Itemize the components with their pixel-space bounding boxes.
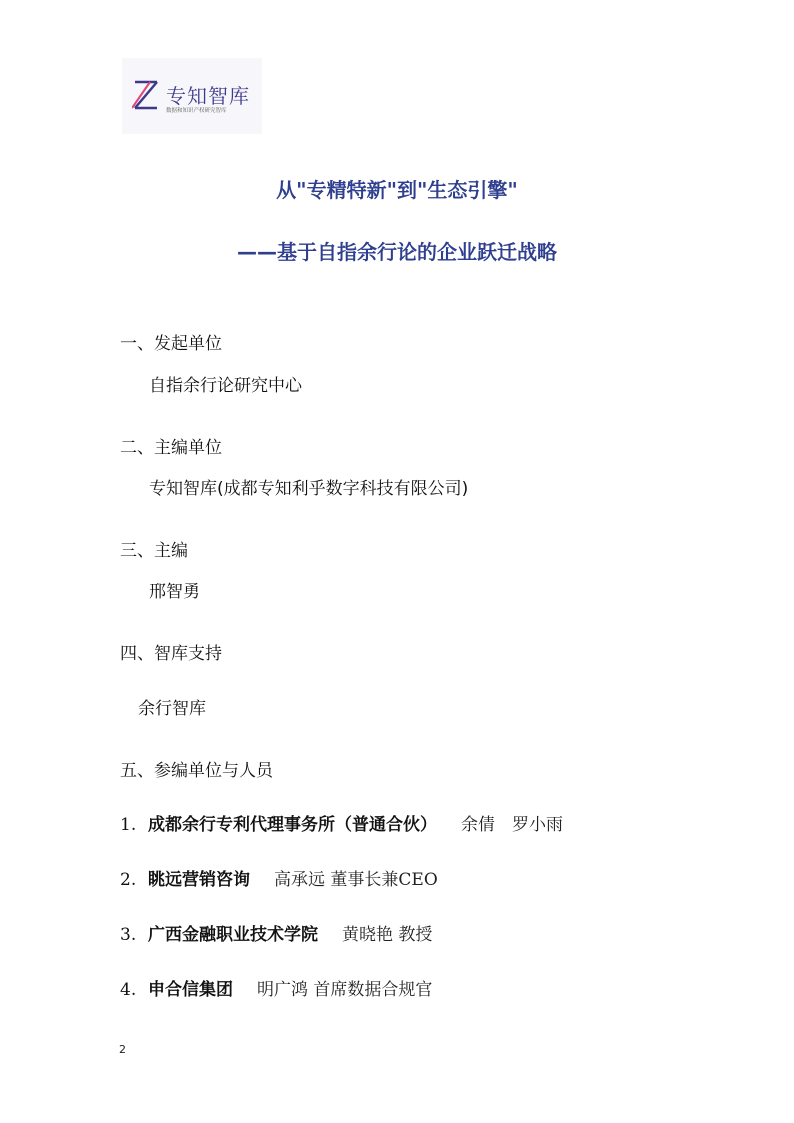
- contributor-org: 申合信集团: [148, 980, 233, 1000]
- logo: [122, 58, 262, 134]
- contributor-people: 高承远 董事长兼CEO: [274, 870, 438, 890]
- contributor-number: 3.: [120, 925, 137, 945]
- section-content-think-tank: 余行智库: [138, 699, 206, 719]
- section-content-editor-unit: 专知智库(成都专知利乎数字科技有限公司): [149, 479, 469, 499]
- section-content-initiator: 自指余行论研究中心: [149, 376, 302, 396]
- page-number: 2: [119, 1043, 126, 1056]
- contributor-people: 明广鸿 首席数据合规官: [257, 980, 433, 1000]
- contributor-people: 黄晓艳 教授: [342, 925, 433, 945]
- section-heading-contributors: 五、参编单位与人员: [120, 761, 273, 781]
- contributor-people: 余倩 罗小雨: [461, 815, 563, 835]
- contributor-number: 2.: [120, 870, 137, 890]
- contributor-item: [120, 865, 438, 890]
- section-heading-editor-unit: 二、主编单位: [120, 438, 222, 458]
- contributor-org: 眺远营销咨询: [148, 870, 250, 890]
- document-title: 从"专精特新"到"生态引擎": [276, 178, 518, 202]
- contributor-item: [120, 975, 432, 1000]
- contributor-number: 1.: [120, 815, 137, 835]
- contributor-number: 4.: [120, 980, 137, 1000]
- logo-z-mark-icon: [132, 78, 160, 112]
- contributor-item: [120, 920, 432, 945]
- contributor-org: 广西金融职业技术学院: [148, 925, 318, 945]
- section-heading-chief-editor: 三、主编: [120, 541, 188, 561]
- contributor-item: [120, 810, 563, 835]
- contributor-org: 成都余行专利代理事务所（普通合伙）: [148, 815, 437, 835]
- logo-tagline: 数据和知识产权研究智库: [166, 108, 227, 114]
- section-content-chief-editor: 邢智勇: [149, 582, 200, 602]
- document-subtitle: ——基于自指余行论的企业跃迁战略: [237, 240, 557, 264]
- section-heading-think-tank: 四、智库支持: [120, 644, 222, 664]
- section-heading-initiator: 一、发起单位: [120, 334, 222, 354]
- logo-name: 专知智库: [166, 84, 250, 108]
